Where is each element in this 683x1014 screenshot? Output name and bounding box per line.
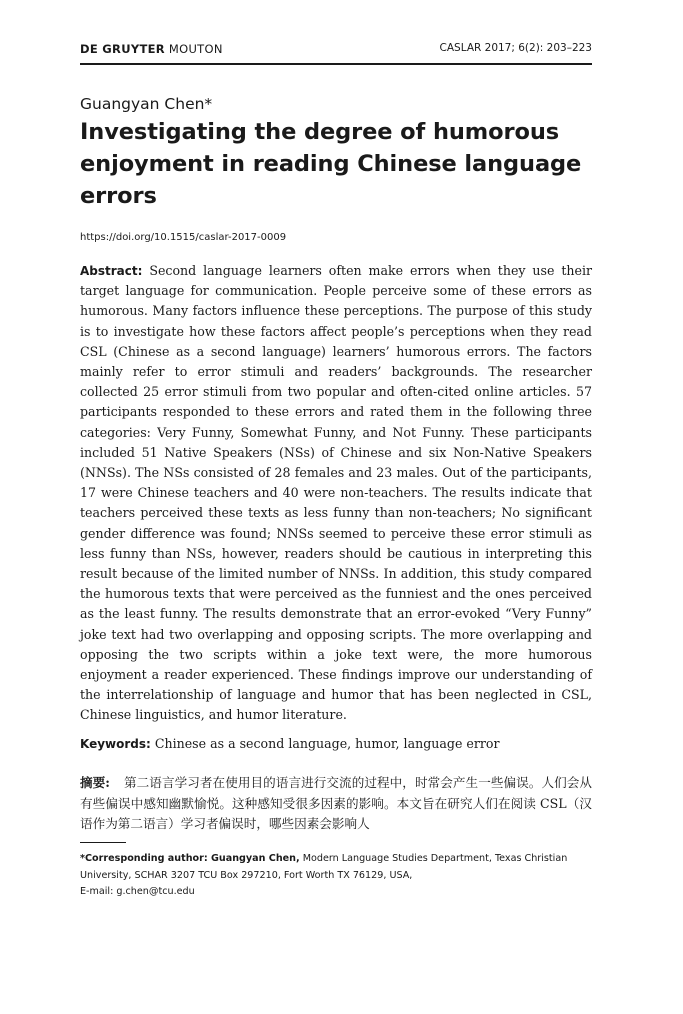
article-title: Investigating the degree of humorous enjoyment in reading Chinese language errors <box>80 119 582 209</box>
footnote-label: *Corresponding author: Guangyan Chen, <box>80 853 300 864</box>
author-name: Guangyan Chen* <box>80 95 213 113</box>
corresponding-author-footnote <box>80 851 592 901</box>
footnote-affiliation: Modern Language Studies Department, Texas Christian University, SCHAR 3207 TCU Box 297210, Fort Worth TX 76129, USA, <box>80 853 568 881</box>
chinese-abstract <box>80 773 592 835</box>
doi-link[interactable]: https://doi.org/10.1515/caslar-2017-0009 <box>80 232 287 243</box>
chinese-abstract-label: 摘要: <box>80 775 110 790</box>
author-email[interactable]: g.chen@tcu.edu <box>116 886 195 897</box>
abstract-label: Abstract: <box>80 264 143 278</box>
keywords <box>80 734 592 754</box>
footnote-divider <box>80 842 126 843</box>
journal-citation: CASLAR 2017; 6(2): 203–223 <box>439 42 592 54</box>
abstract <box>80 261 592 726</box>
publisher-name: DE GRUYTER MOUTON <box>80 42 223 56</box>
header-divider <box>80 63 592 65</box>
email-label: E-mail: <box>80 886 114 897</box>
chinese-abstract-text: 第二语言学习者在使用目的语言进行交流的过程中，时常会产生一些偏误。人们会从有些偏误中感知幽默愉悦。这种感知受很多因素的影响。本文旨在研究人们在阅读 CSL（汉语作为第二语言）学习者偏误时，哪些因素会影响人 <box>80 775 592 831</box>
keywords-label: Keywords: <box>80 737 151 751</box>
page-header <box>80 40 592 62</box>
keywords-text: Chinese as a second language, humor, language error <box>154 736 500 751</box>
abstract-text: Second language learners often make errors when they use their target language for communication. People perceive some of these errors as humorous. Many factors influence these perceptions. The purpose of this study is to investigate how these factors affect people’s perceptions when they read CSL (Chinese as a second language) learners’ humorous errors. The factors mainly refer to error stimuli and readers’ backgrounds. The researcher collected 25 error stimuli from two popular and often-cited online articles. 57 participants responded to these errors and rated them in the following three categories: Very Funny, Somewhat Funny, and Not Funny. These participants included 51 Native Speakers (NSs) of Chinese and six Non-Native Speakers (NNSs). The NSs consisted of 28 females and 23 males. Out of the participants, 17 were Chinese teachers and 40 were non-teachers. The results indicate that teachers perceived these texts as less funny than non-teachers; No significant gender difference was found; NNSs seemed to perceive these error stimuli as less funny than NSs, however, readers should be cautious in interpreting this result because of the limited number of NNSs. In addition, this study compared the humorous texts that were perceived as the funniest and the ones perceived as the least funny. The results demonstrate that an error-evoked “Very Funny” joke text had two overlapping and opposing scripts. The more overlapping and opposing the two scripts within a joke text were, the more humorous enjoyment a reader experienced. These findings improve our understanding of the interrelationship of language and humor that has been neglected in CSL, Chinese linguistics, and humor literature. <box>80 263 592 723</box>
